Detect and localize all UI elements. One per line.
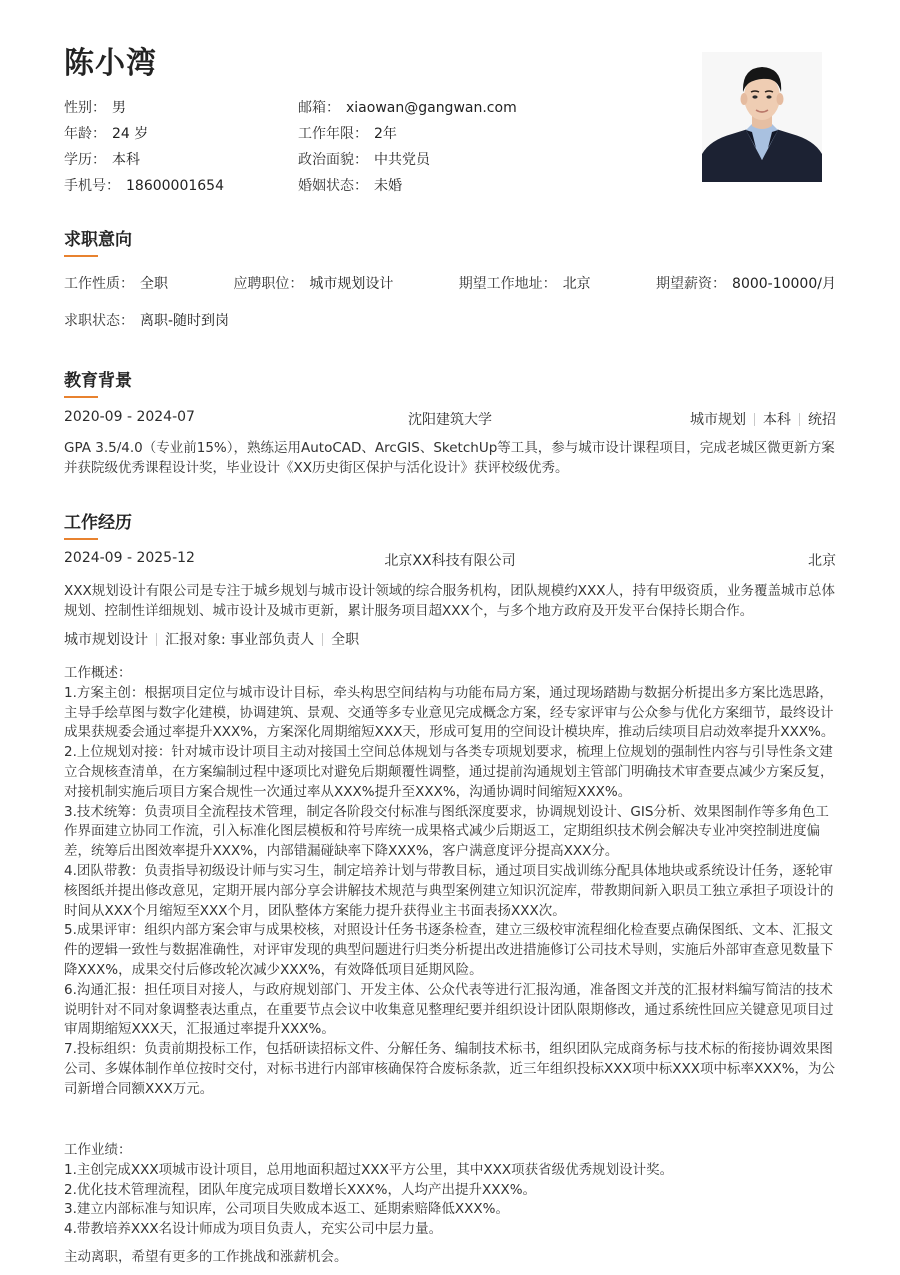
achievement-item: 2.优化技术管理流程，团队年度完成项目数增长XXX%，人均产出提升XXX%。 — [64, 1181, 537, 1198]
position-field — [233, 273, 393, 293]
location-field — [459, 273, 591, 293]
work-header — [64, 550, 836, 570]
overview-item: 4.团队带教：负责指导初级设计师与实习生，制定培养计划与带教目标，通过项目实战训练分配具体地块或系统设计任务，逐轮审核图纸并提出修改意见，定期开展内部分享会讲解技术规范与典型案例建立知识沉淀库，带教期间新入职员工独立承担子项设计的时间从XXX个月缩短至XXX个月，团队整体方案能力提升获得业主书面表扬XXX次。 — [64, 862, 834, 919]
job-type-value: 全职 — [140, 276, 168, 292]
company-description: XXX规划设计有限公司是专注于城乡规划与城市设计领域的综合服务机构，团队规模约XXX人，持有甲级资质，业务覆盖城市总体规划、控制性详细规划、城市设计及城市更新，累计服务项目超XXX个，与多个地方政府及开发平台保持长期合作。 — [64, 583, 835, 619]
marital-status-field — [298, 175, 532, 195]
role-tag: 城市规划设计 — [64, 632, 148, 648]
gender-field — [64, 97, 298, 117]
work-tags-row — [64, 629, 836, 649]
overview-item: 2.上位规划对接：针对城市设计项目主动对接国土空间总体规划与各类专项规划要求，梳理上位规划的强制性内容与引导性条文建立合规核查清单，在方案编制过程中逐项比对避免后期颠覆性调整，通过提前沟通规划主管部门明确技术审查要点减少方案反复，对接机制实施后项目方案合规性一次通过率从XXX%提升至XXX%，沟通协调时间缩短XXX%。 — [64, 744, 834, 800]
job-status-label: 求职状态： — [64, 313, 134, 329]
tag-divider — [322, 633, 323, 646]
info-row — [64, 94, 564, 120]
portrait-image — [702, 52, 822, 182]
education-header — [64, 409, 836, 429]
phone-field — [64, 175, 298, 195]
info-row — [64, 146, 564, 172]
enrollment-tag: 统招 — [808, 412, 836, 428]
salary-value: 8000-10000/月 — [732, 276, 836, 292]
email-value: xiaowan@gangwan.com — [346, 100, 517, 116]
candidate-name: 陈小湾 — [64, 46, 157, 81]
overview-item: 5.成果评审：组织内部方案会审与成果校核，对照设计任务书逐条检查，建立三级校审流程细化检查要点确保图纸、文本、汇报文件的逻辑一致性与数据准确性，对评审发现的典型问题进行归类分析提出改进措施修订公司技术导则，实施后外部审查意见数量下降XXX%，成果交付后修改轮次减少XXX%，有效降低项目延期风险。 — [64, 922, 834, 978]
political-status-value: 中共党员 — [374, 152, 430, 168]
education-level-field — [64, 149, 298, 169]
marital-status-label: 婚姻状态： — [298, 178, 368, 194]
leave-reason: 主动离职，希望有更多的工作挑战和涨薪机会。 — [64, 1249, 348, 1265]
school-name: 沈阳建筑大学 — [408, 412, 492, 428]
political-status-label: 政治面貌： — [298, 152, 368, 168]
achievement-item: 4.带教培养XXX名设计师成为项目负责人，充实公司中层力量。 — [64, 1221, 443, 1238]
job-intent-title: 求职意向 — [64, 230, 132, 250]
email-field — [298, 97, 532, 117]
job-type-field — [64, 273, 168, 293]
gender-label: 性别： — [64, 100, 106, 116]
overview-heading: 工作概述： — [64, 665, 132, 681]
job-type-label: 工作性质： — [64, 276, 134, 292]
job-status-value: 离职-随时到岗 — [140, 313, 230, 329]
degree-tag: 本科 — [763, 412, 791, 428]
phone-label: 手机号： — [64, 178, 120, 194]
job-status-row — [64, 310, 836, 330]
basic-info — [64, 94, 564, 198]
section-accent-bar — [64, 396, 98, 398]
employment-type-tag: 全职 — [331, 632, 360, 648]
age-value: 24 岁 — [112, 126, 149, 142]
tag-divider — [156, 633, 157, 646]
education-description: GPA 3.5/4.0（专业前15%），熟练运用AutoCAD、ArcGIS、SketchUp等工具，参与城市设计课程项目，完成老城区微更新方案并获院级优秀课程设计奖，毕业设计《XX历史街区保护与活化设计》获评校级优秀。 — [64, 440, 835, 476]
overview-item: 7.投标组织：负责前期投标工作，包括研读招标文件、分解任务、编制技术标书，组织团队完成商务标与技术标的衔接协调效果图公司、多媒体制作单位按时交付，对标书进行内部审核确保符合废标条款，近三年组织投标XXX项中标XXX项中标率XXX%，为公司新增合同额XXX万元。 — [64, 1041, 836, 1097]
salary-label: 期望薪资： — [656, 276, 727, 292]
education-title: 教育背景 — [64, 371, 132, 391]
age-label: 年龄： — [64, 126, 106, 142]
achievement-item: 1.主创完成XXX项城市设计项目，总用地面积超过XXX平方公里，其中XXX项获省级优秀规划设计奖。 — [64, 1161, 674, 1178]
gender-value: 男 — [112, 100, 126, 116]
section-accent-bar — [64, 255, 98, 257]
work-years-value: 2年 — [374, 126, 397, 142]
age-field — [64, 123, 298, 143]
marital-status-value: 未婚 — [374, 178, 402, 194]
job-status-field — [64, 310, 229, 330]
tag-divider — [799, 413, 800, 426]
achievements-heading: 工作业绩： — [64, 1142, 132, 1158]
position-label: 应聘职位： — [233, 276, 304, 292]
work-years-field — [298, 123, 532, 143]
position-value: 城市规划设计 — [309, 276, 394, 292]
overview-item: 3.技术统筹：负责项目全流程技术管理，制定各阶段交付标准与图纸深度要求，协调规划设计、GIS分析、效果图制作等多角色工作界面建立协同工作流，引入标准化图层模板和符号库统一成果格式减少后期返工，定期组织技术例会解决专业冲突控制进度偏差，统筹后出图效率提升XXX%，内部错漏碰缺率下降XXX%，客户满意度评分提高XXX分。 — [64, 803, 829, 860]
info-row — [64, 120, 564, 146]
work-location: 北京 — [808, 553, 836, 569]
phone-value: 18600001654 — [126, 178, 224, 194]
location-label: 期望工作地址： — [458, 276, 557, 292]
achievement-item: 3.建立内部标准与知识库，公司项目失败成本返工、延期索赔降低XXX%。 — [64, 1201, 509, 1218]
location-value: 北京 — [562, 276, 591, 292]
work-achievements-list — [64, 1141, 836, 1240]
email-label: 邮箱： — [298, 100, 340, 116]
work-experience-title: 工作经历 — [64, 513, 132, 533]
report-to-tag: 汇报对象: 事业部负责人 — [165, 632, 315, 648]
tag-divider — [754, 413, 755, 426]
job-intent-row — [64, 273, 836, 293]
work-overview-list — [64, 664, 836, 1100]
work-date: 2024-09 - 2025-12 — [64, 550, 195, 566]
salary-field — [656, 273, 836, 293]
major-tag: 城市规划 — [690, 412, 746, 428]
section-accent-bar — [64, 538, 98, 540]
education-tags — [690, 409, 836, 429]
overview-item: 6.沟通汇报：担任项目对接人，与政府规划部门、开发主体、公众代表等进行汇报沟通，准备图文并茂的汇报材料编写简洁的技术说明针对不同对象调整表达重点，在重要节点会议中收集意见整理纪要并组织设计团队限期修改，通过系统性回应关键意见项目过审周期缩短XXX天，汇报通过率提升XXX%。 — [64, 981, 834, 1038]
profile-photo — [702, 52, 822, 182]
political-status-field — [298, 149, 532, 169]
education-level-value: 本科 — [112, 152, 140, 168]
work-years-label: 工作年限： — [298, 126, 368, 142]
info-row — [64, 172, 564, 198]
education-level-label: 学历： — [64, 152, 106, 168]
work-tags — [64, 629, 359, 649]
overview-item: 1.方案主创：根据项目定位与城市设计目标，牵头构思空间结构与功能布局方案，通过现场踏勘与数据分析提出多方案比选思路，主导手绘草图与数字化建模，协调建筑、景观、交通等多专业意见完成概念方案，经专家评审与公众参与优化方案细节，最终设计成果获规委会通过率提升XXX%，方案深化周期缩短XXX天，形成可复用的空间设计模块库，推动后续项目启动效率提升XXX%。 — [64, 684, 835, 741]
education-date: 2020-09 - 2024-07 — [64, 409, 195, 425]
company-name: 北京XX科技有限公司 — [384, 553, 516, 569]
